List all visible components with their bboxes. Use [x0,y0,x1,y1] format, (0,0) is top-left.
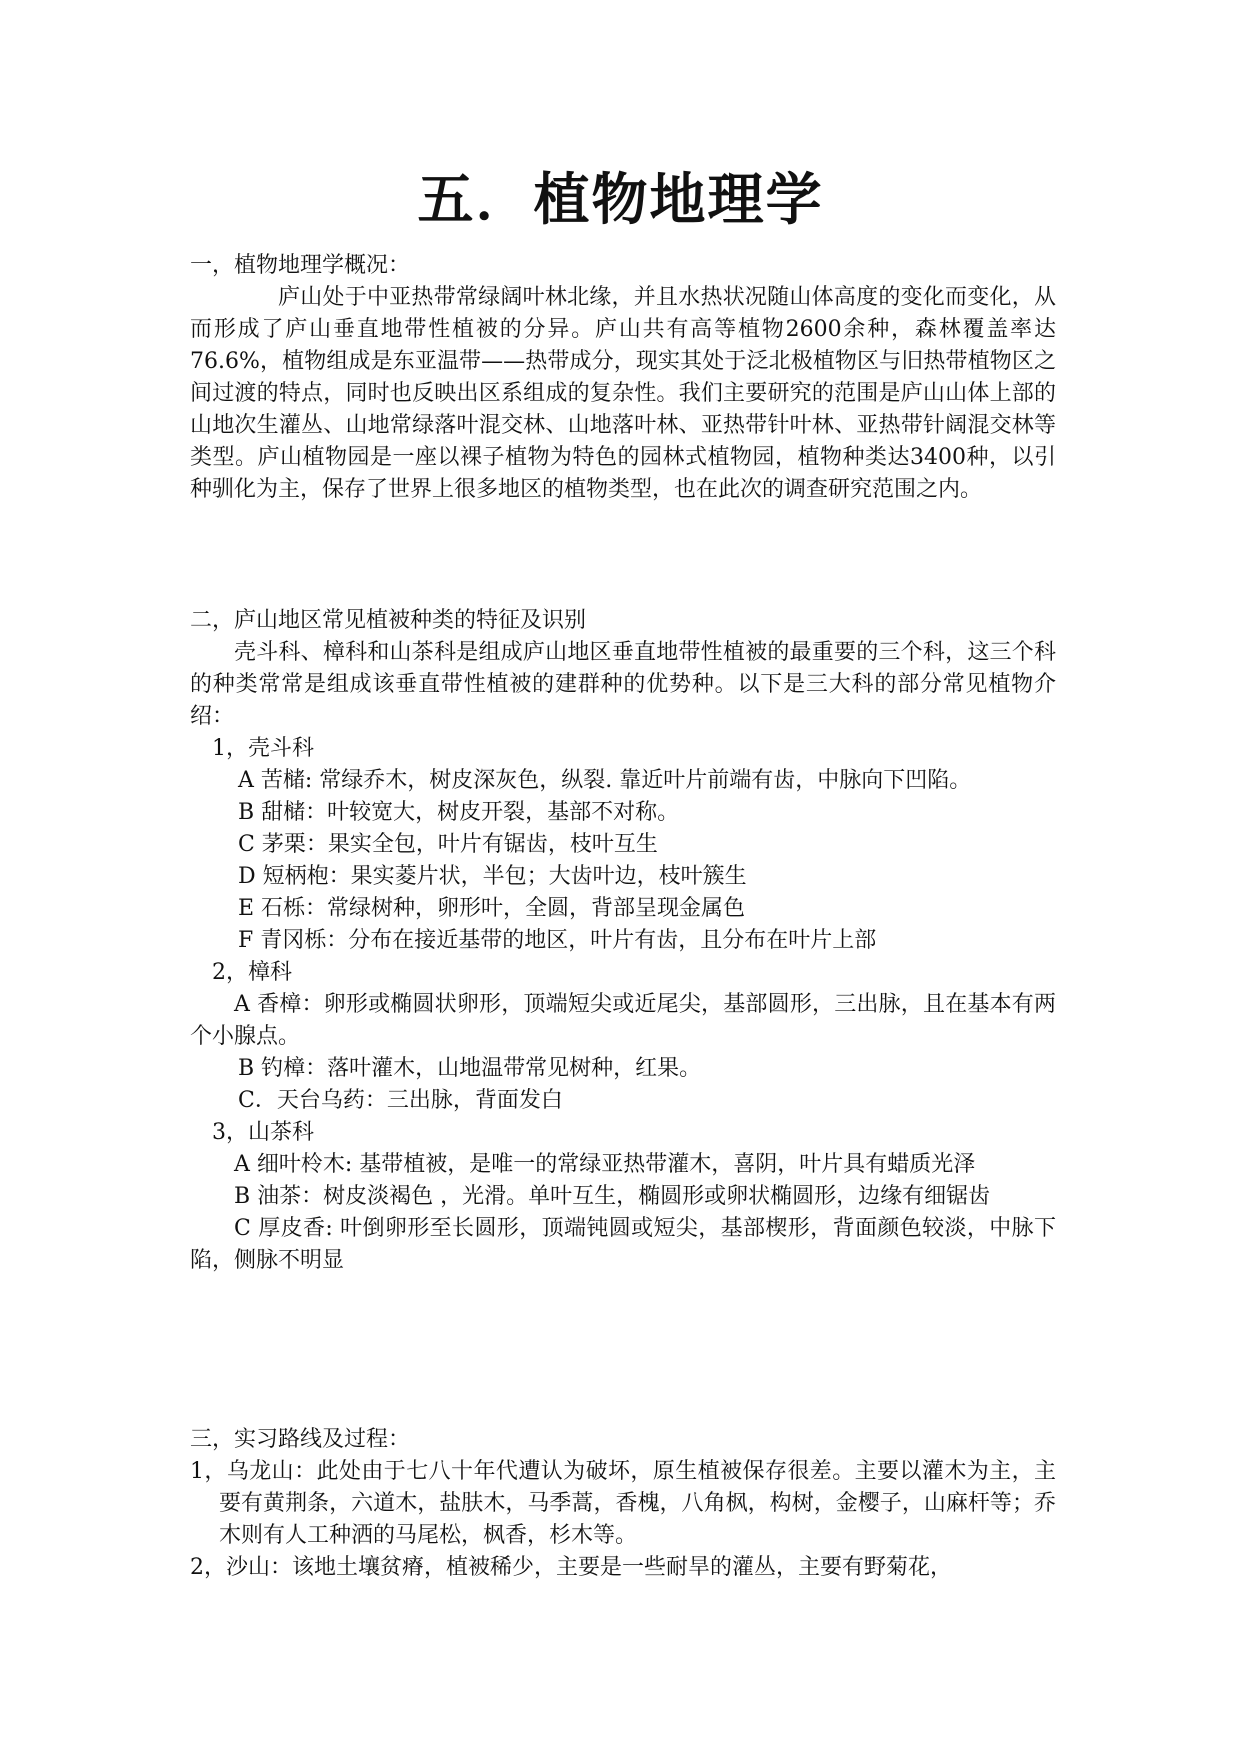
species-item: B 甜槠：叶较宽大，树皮开裂，基部不对称。 [238,800,680,825]
section-overview [190,250,1056,506]
species-item: A 香樟：卵形或椭圆状卵形，顶端短尖或近尾尖，基部圆形，三出脉，且在基本有两个小腺点。 [190,992,1056,1049]
family-heading: 2，樟科 [212,960,292,985]
section-heading: 二，庐山地区常见植被种类的特征及识别 [190,608,587,633]
species-item: A 苦槠: 常绿乔木，树皮深灰色，纵裂. 靠近叶片前端有齿，中脉向下凹陷。 [238,768,972,793]
species-item: B 钓樟：落叶灌木，山地温带常见树种，红果。 [238,1056,702,1081]
section-routes [190,1424,1056,1584]
overview-paragraph: 庐山处于中亚热带常绿阔叶林北缘，并且水热状况随山体高度的变化而变化，从而形成了庐山垂直地带性植被的分异。庐山共有高等植物2600余种，森林覆盖率达76.6%，植物组成是东亚温带——热带成分，现实其处于泛北极植物区与旧热带植物区之间过渡的特点，同时也反映出区系组成的复杂性。我们主要研究的范围是庐山山体上部的山地次生灌丛、山地常绿落叶混交林、山地落叶林、亚热带针叶林、亚热带针阔混交林等类型。庐山植物园是一座以裸子植物为特色的园林式植物园，植物种类达3400种，以引种驯化为主，保存了世界上很多地区的植物类型，也在此次的调查研究范围之内。 [190,285,1056,502]
route-item: 1，乌龙山：此处由于七八十年代遭认为破坏，原生植被保存很差。主要以灌木为主，主要有黄荆条，六道木，盐肤木，马季蒿，香槐，八角枫，构树，金樱子，山麻杆等；乔木则有人工种洒的马尾松，枫香，杉木等。 [190,1459,1056,1548]
page-title: 五．植物地理学 [417,168,824,233]
species-item: C 茅栗：果实全包，叶片有锯齿，枝叶互生 [238,832,658,857]
species-item: A 细叶柃木: 基带植被，是唯一的常绿亚热带灌木，喜阴，叶片具有蜡质光泽 [234,1152,976,1177]
species-item: C．天台乌药：三出脉，背面发白 [238,1088,563,1113]
section-species [190,605,1056,1277]
route-item: 2，沙山：该地土壤贫瘠，植被稀少，主要是一些耐旱的灌丛，主要有野菊花， [190,1555,952,1580]
species-item: B 油茶：树皮淡褐色 ，光滑。单叶互生，椭圆形或卵状椭圆形，边缘有细锯齿 [234,1184,991,1209]
species-item: F 青冈栎：分布在接近基带的地区，叶片有齿，且分布在叶片上部 [238,928,877,953]
family-heading: 1，壳斗科 [212,736,314,761]
section-heading: 三，实习路线及过程： [190,1427,411,1452]
section-heading: 一，植物地理学概况： [190,253,411,278]
species-item: D 短柄枹：果实菱片状，半包；大齿叶边，枝叶簇生 [238,864,747,889]
species-intro-paragraph: 壳斗科、樟科和山茶科是组成庐山地区垂直地带性植被的最重要的三个科，这三个科的种类常常是组成该垂直带性植被的建群种的优势种。以下是三大科的部分常见植物介绍： [190,640,1056,729]
species-item: C 厚皮香: 叶倒卵形至长圆形，顶端钝圆或短尖，基部楔形，背面颜色较淡，中脉下陷，侧脉不明显 [190,1216,1056,1273]
family-heading: 3，山茶科 [212,1120,314,1145]
species-item: E 石栎：常绿树种，卵形叶，全圆，背部呈现金属色 [238,896,746,921]
